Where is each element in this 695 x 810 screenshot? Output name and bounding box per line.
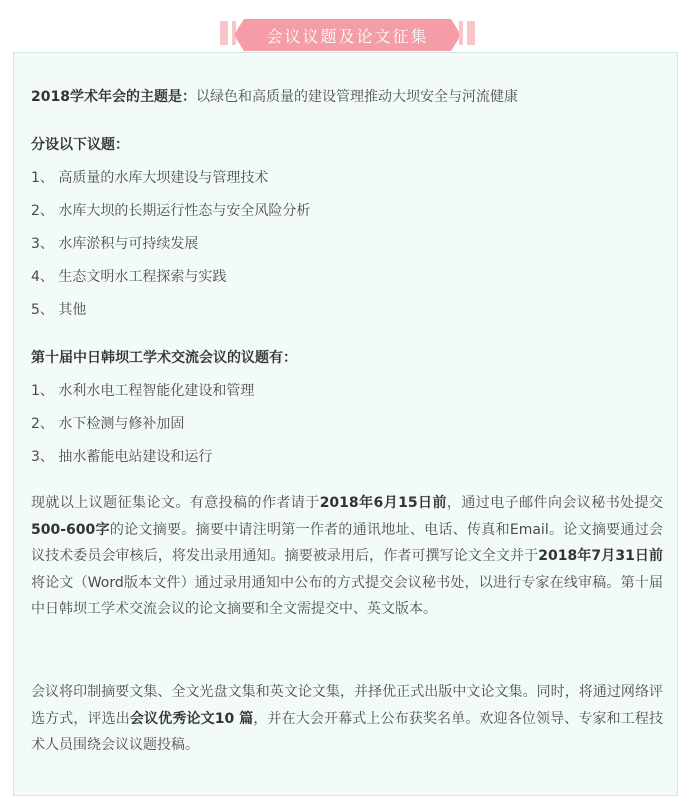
title-bar bbox=[0, 17, 695, 53]
list-item: 2、 水库大坝的长期运行性态与安全风险分析 bbox=[31, 203, 311, 219]
abstract-deadline: 2018年6月15日前 bbox=[319, 495, 447, 511]
list-item: 3、 抽水蓄能电站建设和运行 bbox=[31, 449, 213, 465]
award-count: 会议优秀论文10 篇 bbox=[129, 710, 254, 727]
sub-topics-heading: 分设以下议题： bbox=[31, 137, 129, 153]
call-for-papers-paragraph: 现就以上议题征集论文。有意投稿的作者请于2018年6月15日前，通过电子邮件向会议秘书处提交500-600字的论文摘要。摘要中请注明第一作者的通讯地址、电话、传真和Email。论文摘要通过会议技术委员会审核后，将发出录用通知。摘要被录用后，作者可撰写论文全文并于2018年7月31日前将论文（Word版本文件）通过录用通知中公布的方式提交会议秘书处，以进行专家在线审稿。第十届中日韩坝工学术交流会议的论文摘要和全文需提交中、英文版本。 bbox=[31, 495, 664, 617]
fullpaper-deadline: 2018年7月31日前 bbox=[538, 548, 663, 564]
content-panel bbox=[13, 52, 678, 796]
list-item: 5、 其他 bbox=[31, 302, 87, 318]
publication-paragraph: 会议将印制摘要文集、全文光盘文集和英文论文集，并择优正式出版中文论文集。同时，将通过网络评选方式，评选出会议优秀论文10 篇，并在大会开幕式上公布获奖名单。欢迎各位领导、专家和工程技术人员围绕会议议题投稿。 bbox=[31, 684, 663, 753]
banner-decor-right-thin bbox=[459, 21, 463, 45]
cjk-topics-heading: 第十届中日韩坝工学术交流会议的议题有： bbox=[31, 350, 297, 366]
theme-label: 2018学术年会的主题是： bbox=[31, 89, 196, 105]
banner-decor-right bbox=[467, 21, 475, 45]
abstract-length: 500-600字 bbox=[31, 521, 110, 538]
theme-text: 以绿色和高质量的建设管理推动大坝安全与河流健康 bbox=[195, 89, 518, 105]
list-item: 1、 水利水电工程智能化建设和管理 bbox=[31, 383, 255, 399]
list-item: 3、 水库淤积与可持续发展 bbox=[31, 236, 199, 252]
list-item: 4、 生态文明水工程探索与实践 bbox=[31, 269, 227, 285]
section-title: 会议议题及论文征集 bbox=[244, 19, 450, 51]
list-item: 1、 高质量的水库大坝建设与管理技术 bbox=[31, 170, 269, 186]
list-item: 2、 水下检测与修补加固 bbox=[31, 416, 185, 432]
theme-line bbox=[31, 87, 518, 107]
